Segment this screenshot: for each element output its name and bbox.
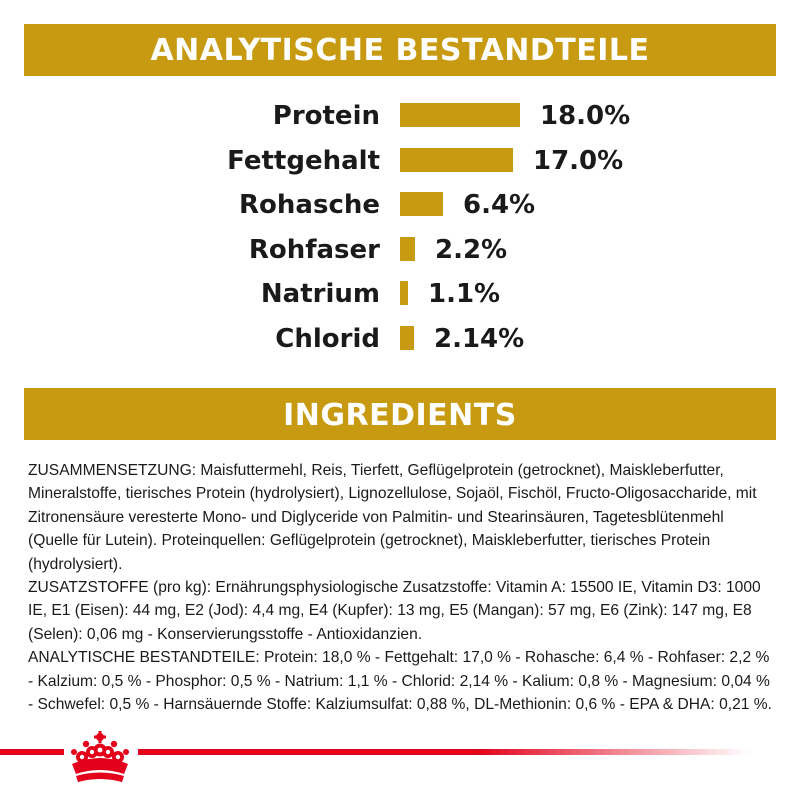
nutrient-bar [400, 148, 513, 172]
footer-line-right [138, 749, 750, 755]
nutrient-label: Fettgehalt [227, 145, 380, 176]
nutrient-row [0, 319, 800, 359]
nutrient-value: 18.0% [540, 101, 631, 131]
nutrient-bar [400, 192, 443, 216]
analytical-paragraph: ANALYTISCHE BESTANDTEILE: Protein: 18,0 % - Fettgehalt: 17,0 % - Rohasche: 6,4 % - Rohfaser: 2,2 % - Kalzium: 0,5 % - Phosphor: 0,5 % - Natrium: 1,1 % - Chlorid: 2,14 % - Kalium: 0,8 % - Magnesium: 0,04 % - Schwefel: 0,5 % - Harnsäuernde Stoffe: Kalziumsulfat: 0,88 %, DL-Methionin: 0,6 % - EPA & DHA: 0,21 %. [28, 649, 772, 714]
nutrient-row [0, 230, 800, 270]
nutrient-label: Rohfaser [248, 234, 380, 265]
nutrient-value: 1.1% [428, 279, 501, 309]
analytics-banner [24, 24, 776, 76]
nutrient-label: Chlorid [275, 323, 380, 354]
nutrient-value: 2.2% [435, 234, 508, 265]
nutrient-bar [400, 281, 408, 305]
brand-footer [0, 716, 800, 786]
nutrient-bar [400, 237, 415, 261]
ingredients-title: INGREDIENTS [283, 398, 517, 433]
analytics-title: ANALYTISCHE BESTANDTEILE [150, 33, 650, 68]
nutrient-value: 6.4% [463, 190, 536, 220]
nutrient-label: Rohasche [239, 190, 380, 220]
nutrient-value: 2.14% [434, 323, 525, 354]
nutrient-row [0, 96, 800, 136]
ingredients-text [28, 459, 778, 716]
nutrient-bar [400, 326, 414, 350]
composition-paragraph: ZUSAMMENSETZUNG: Maisfuttermehl, Reis, Tierfett, Geflügelprotein (getrocknet), Maiskleberfutter, Mineralstoffe, tierisches Protein (hydrolysiert), Lignozellulose, Sojaöl, Fischöl, Fructo-Oligosaccharide, mit Zitronensäure veresterte Mono- und Diglyceride von Palmitin- und Stearinsäuren, Tagetesblütenmehl (Quelle für Lutein). Proteinquellen: Geflügelprotein (getrocknet), Maiskleberfutter, tierisches Protein (hydrolysiert). [28, 462, 757, 573]
additives-paragraph: ZUSATZSTOFFE (pro kg): Ernährungsphysiologische Zusatzstoffe: Vitamin A: 15500 IE, Vitamin D3: 1000 IE, E1 (Eisen): 44 mg, E2 (Jod): 4,4 mg, E4 (Kupfer): 13 mg, E5 (Mangan): 57 mg, E6 (Zink): 147 mg, E8 (Selen): 0,06 mg - Konservierungsstoffe - Antioxidanzien. [28, 579, 761, 643]
ingredients-banner [24, 388, 776, 440]
footer-line-left [0, 749, 64, 755]
crown-icon [62, 728, 138, 786]
nutrient-label: Natrium [260, 279, 380, 309]
nutrient-bar [400, 103, 520, 127]
nutrient-row [0, 274, 800, 314]
nutrient-row [0, 141, 800, 181]
nutrient-row [0, 185, 800, 225]
nutrient-label: Protein [272, 101, 380, 131]
nutrient-value: 17.0% [533, 145, 624, 176]
